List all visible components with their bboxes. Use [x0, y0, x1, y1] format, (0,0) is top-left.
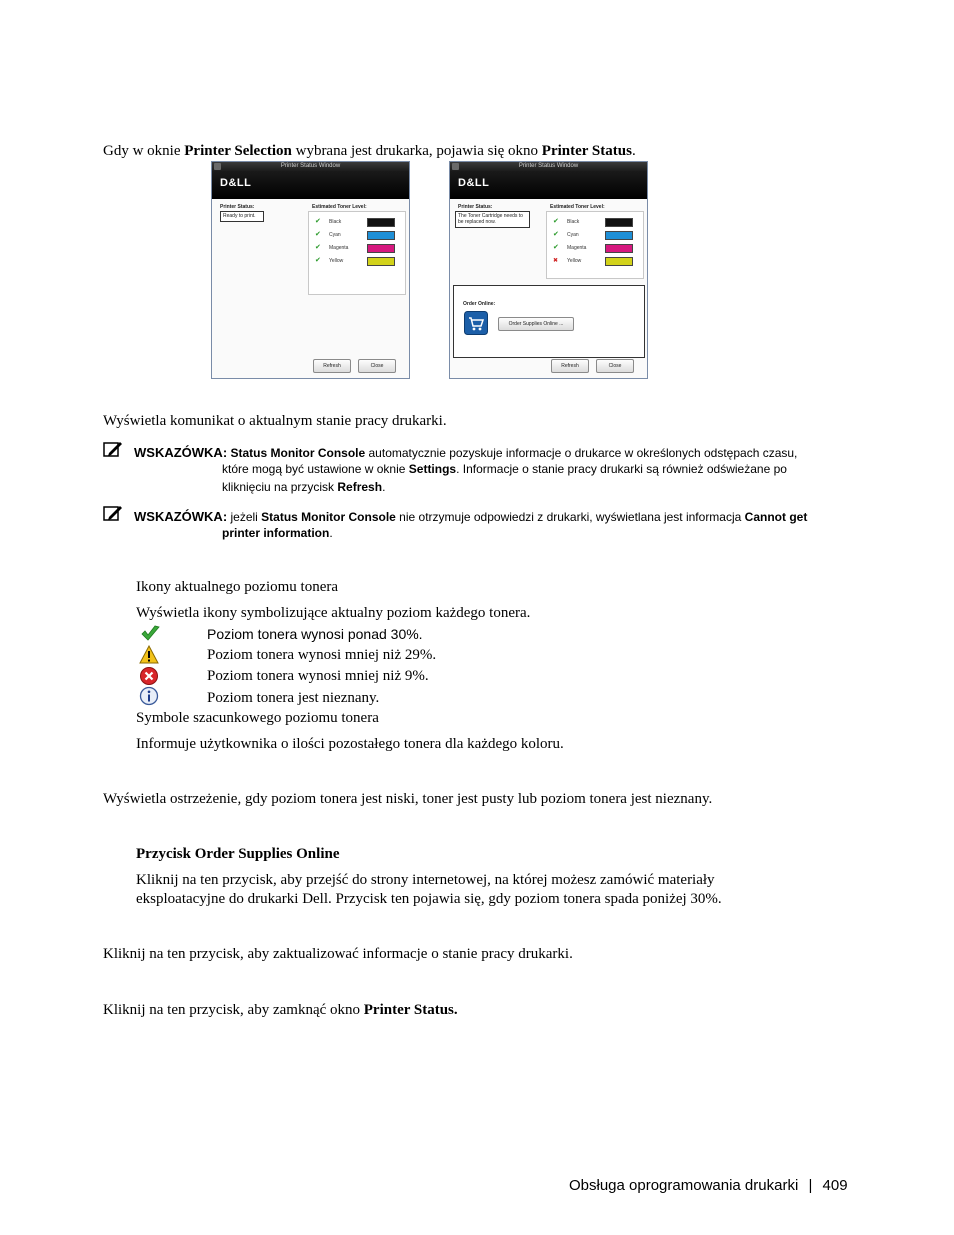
page-footer	[569, 1177, 848, 1194]
footer-section-title: Obsługa oprogramowania drukarki	[569, 1177, 799, 1194]
symbols-description: Informuje użytkownika o ilości pozostałego tonera dla każdego koloru.	[136, 736, 564, 752]
note-2-line-2: printer information.	[222, 526, 333, 540]
toner-row: ✖ Yellow	[553, 257, 635, 265]
toner-level-text: Poziom tonera wynosi mniej niż 29%.	[207, 647, 437, 663]
toner-level-label: Estimated Toner Level:	[312, 204, 367, 210]
window-system-icon	[452, 163, 459, 170]
close-button[interactable]: Close	[358, 359, 396, 373]
note-1-line-1: WSKAZÓWKA: Status Monitor Console automatycznie pozyskuje informacje o drukarce w określonych odstępach czasu,	[134, 445, 798, 460]
refresh-button[interactable]: Refresh	[551, 359, 589, 373]
dell-banner	[212, 171, 409, 199]
order-supplies-description-2: eksploatacyjne do drukarki Dell. Przycisk ten pojawia się, gdy poziom tonera spada poniżej 30%.	[136, 891, 722, 907]
order-supplies-description-1: Kliknij na ten przycisk, aby przejść do strony internetowej, na której możesz zamówić materiały	[136, 872, 715, 888]
warning-description: Wyświetla ostrzeżenie, gdy poziom tonera jest niski, toner jest pusty lub poziom tonera jest nieznany.	[103, 791, 713, 807]
refresh-description: Kliknij na ten przycisk, aby zaktualizować informacje o stanie pracy drukarki.	[103, 946, 573, 962]
printer-status-window-ready	[211, 161, 410, 379]
error-icon	[139, 666, 159, 686]
info-icon	[139, 686, 159, 706]
symbols-heading: Symbole szacunkowego poziomu tonera	[136, 710, 379, 726]
toner-row: ✔ Black	[315, 218, 397, 226]
warning-box	[453, 285, 645, 358]
toner-bar	[367, 257, 395, 266]
toner-level-text: Poziom tonera jest nieznany.	[207, 690, 380, 706]
order-supplies-heading: Przycisk Order Supplies Online	[136, 846, 340, 862]
warning-icon	[139, 645, 159, 665]
toner-bar	[605, 218, 633, 227]
note-2-line-1: WSKAZÓWKA: jeżeli Status Monitor Console nie otrzymuje odpowiedzi z drukarki, wyświetlana jest informacja Cannot get	[134, 509, 808, 524]
toner-row: ✔ Cyan	[315, 231, 397, 239]
close-description: Kliknij na ten przycisk, aby zamknąć okno Printer Status.	[103, 1002, 458, 1018]
toner-level-text: Poziom tonera wynosi mniej niż 9%.	[207, 668, 429, 684]
check-icon: ✔	[553, 218, 559, 225]
toner-bar	[367, 244, 395, 253]
toner-row: ✔ Yellow	[315, 257, 397, 265]
window-title: Printer Status Window	[450, 162, 647, 171]
check-icon: ✔	[315, 244, 321, 251]
page-number: 409	[822, 1177, 848, 1194]
toner-level-label: Estimated Toner Level:	[550, 204, 605, 210]
check-icon: ✔	[553, 231, 559, 238]
window-system-icon	[214, 163, 221, 170]
toner-row: ✔ Black	[553, 218, 635, 226]
printer-status-label: Printer Status:	[458, 204, 493, 210]
check-icon: ✔	[315, 218, 321, 225]
shopping-cart-icon[interactable]	[464, 311, 488, 335]
printer-status-box: The Toner Cartridge needs to be replaced now.	[455, 211, 530, 228]
check-icon: ✔	[315, 231, 321, 238]
toner-icons-description: Wyświetla ikony symbolizujące aktualny poziom każdego tonera.	[136, 605, 531, 621]
toner-level-text: Poziom tonera wynosi ponad 30%.	[207, 626, 423, 642]
refresh-button[interactable]: Refresh	[313, 359, 351, 373]
note-pencil-icon	[103, 504, 123, 522]
note-pencil-icon	[103, 440, 123, 458]
toner-panel	[308, 211, 406, 295]
check-icon: ✔	[315, 257, 321, 264]
printer-status-box: Ready to print.	[220, 211, 264, 222]
status-description: Wyświetla komunikat o aktualnym stanie pracy drukarki.	[103, 413, 447, 429]
note-1-line-2: które mogą być ustawione w oknie Settings. Informacje o stanie pracy drukarki są również odświeżane po	[222, 462, 787, 476]
toner-bar	[367, 231, 395, 240]
toner-bar	[367, 218, 395, 227]
toner-panel	[546, 211, 644, 279]
dell-banner	[450, 171, 647, 199]
note-1-line-3: kliknięciu na przycisk Refresh.	[222, 480, 386, 494]
toner-icons-heading: Ikony aktualnego poziomu tonera	[136, 579, 339, 595]
toner-bar	[605, 257, 633, 266]
footer-separator: |	[808, 1177, 813, 1194]
intro-text: Gdy w oknie Printer Selection wybrana jest drukarka, pojawia się okno Printer Status.	[103, 143, 636, 159]
toner-row: ✔ Magenta	[553, 244, 635, 252]
check-icon	[140, 624, 160, 644]
printer-status-window-warning	[449, 161, 648, 379]
dell-logo: D&LL	[220, 177, 252, 189]
check-icon: ✔	[553, 244, 559, 251]
dell-logo: D&LL	[458, 177, 490, 189]
window-title: Printer Status Window	[212, 162, 409, 171]
error-icon: ✖	[553, 258, 559, 264]
printer-status-label: Printer Status:	[220, 204, 255, 210]
toner-bar	[605, 231, 633, 240]
order-online-label: Order Online:	[463, 301, 496, 307]
toner-bar	[605, 244, 633, 253]
order-supplies-online-button[interactable]: Order Supplies Online ...	[498, 317, 574, 331]
toner-row: ✔ Cyan	[553, 231, 635, 239]
close-button[interactable]: Close	[596, 359, 634, 373]
toner-row: ✔ Magenta	[315, 244, 397, 252]
